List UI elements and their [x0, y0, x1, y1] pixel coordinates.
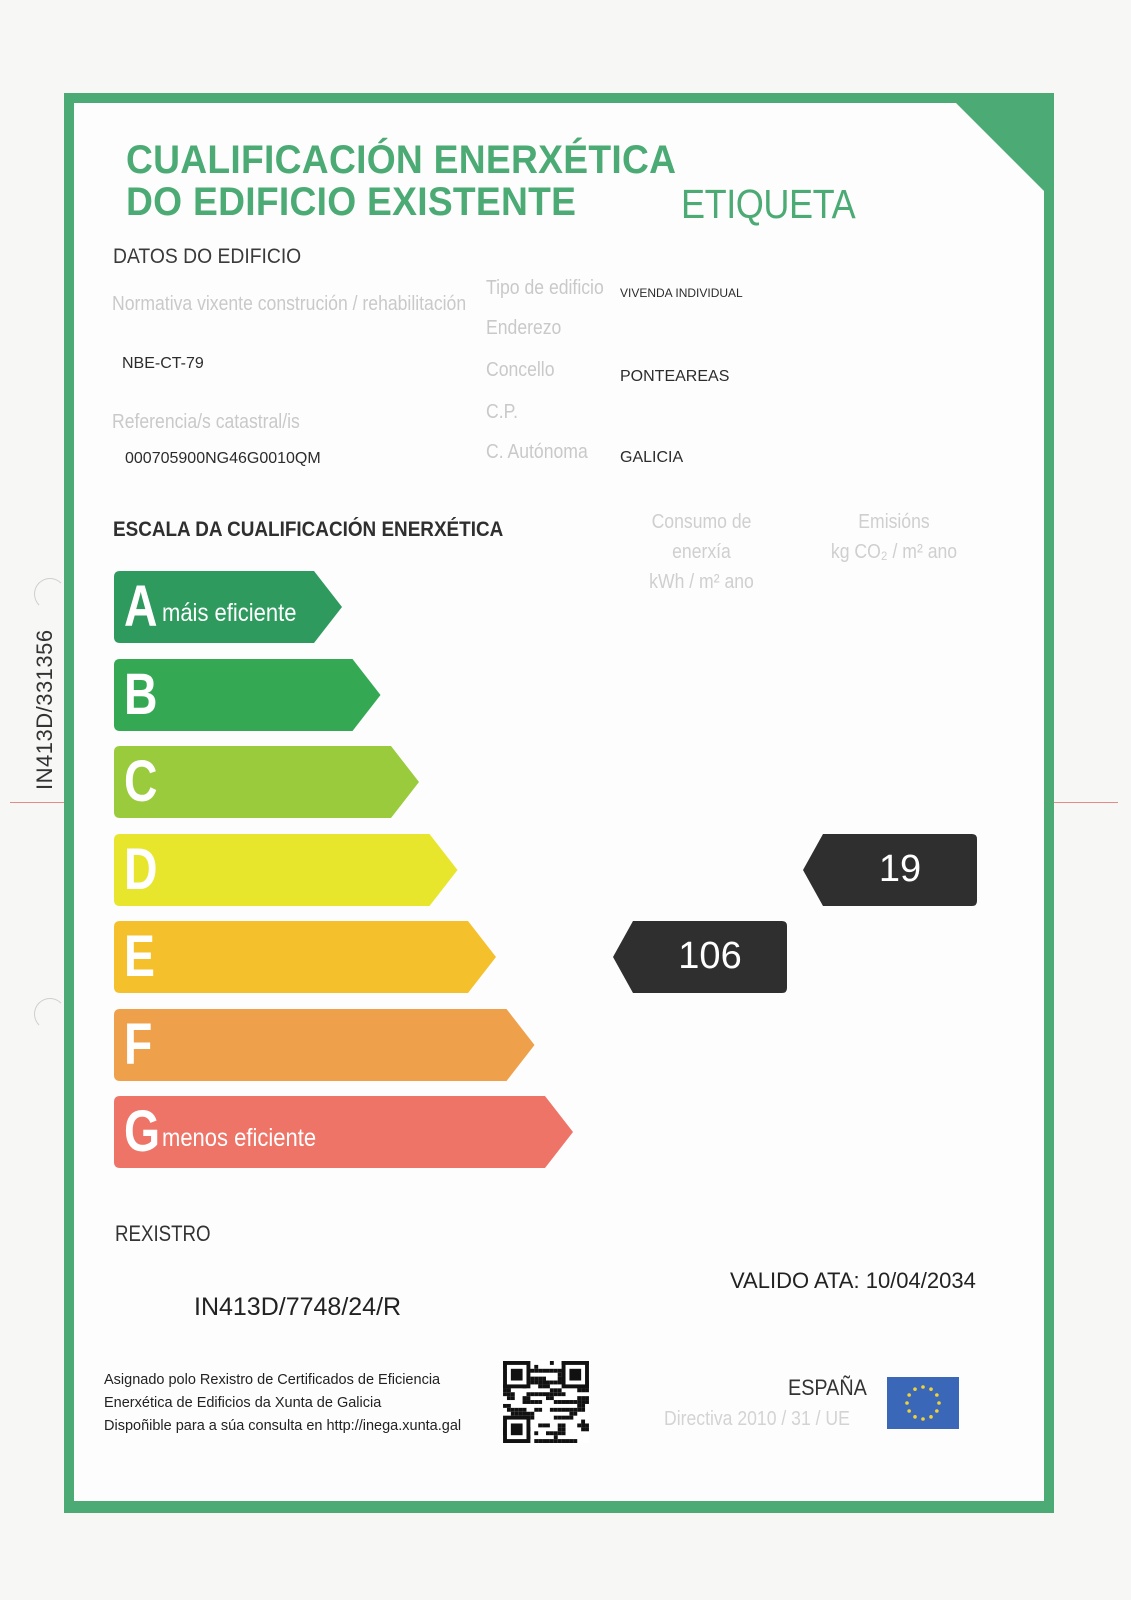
side-reference-code: IN413D/331356 — [32, 629, 57, 790]
corner-triangle — [956, 103, 1044, 191]
title-line-2: DO EDIFICIO EXISTENTE — [126, 180, 577, 224]
country-label: ESPAÑA — [788, 1375, 867, 1400]
band-a — [114, 571, 342, 643]
band-letter: E — [124, 924, 155, 989]
emisions-indicator — [803, 834, 977, 906]
label-title — [126, 139, 676, 223]
band-shape-e — [114, 921, 496, 993]
valid-until: VALIDO ATA: 10/04/2034 — [730, 1268, 976, 1293]
band-e — [114, 921, 496, 993]
datos-heading: DATOS DO EDIFICIO — [113, 245, 302, 268]
band-letter: F — [124, 1011, 153, 1077]
consumo-indicator-value: 106 — [678, 935, 742, 977]
enderezo-label: Enderezo — [486, 317, 562, 339]
consumo-indicator — [613, 921, 787, 993]
punch-hole-mark — [34, 578, 66, 610]
rexistro-value: IN413D/7748/24/R — [194, 1293, 402, 1321]
band-d — [114, 834, 458, 906]
tipo-label: Tipo de edificio — [486, 277, 604, 299]
rexistro-heading: REXISTRO — [115, 1221, 211, 1246]
normativa-label: Normativa vixente construción / rehabilitación — [112, 293, 467, 315]
registry-note-line3: Dispoñible para a súa consulta en http://inega.xunta.gal — [104, 1418, 462, 1434]
band-shape-f — [114, 1009, 535, 1081]
band-letter: A — [124, 574, 158, 639]
concello-label: Concello — [486, 359, 555, 381]
emisions-header-line1: Emisións — [858, 511, 930, 533]
band-letter: D — [124, 836, 158, 902]
etiqueta-label: ETIQUETA — [681, 181, 856, 227]
band-c — [114, 746, 419, 818]
label-body — [74, 103, 1044, 1501]
referencia-value: 000705900NG46G0010QM — [125, 450, 321, 467]
emisions-indicator-value: 19 — [878, 847, 922, 890]
qr-code[interactable] — [502, 1361, 590, 1443]
band-f — [114, 1009, 535, 1081]
tipo-value: VIVENDA INDIVIDUAL — [620, 286, 743, 300]
registry-note-line1: Asignado polo Rexistro de Certificados de Eficiencia — [104, 1372, 441, 1388]
band-shape-c — [114, 746, 419, 818]
band-letter: G — [124, 1099, 161, 1164]
band-shape-d — [114, 834, 458, 906]
band-letter: C — [124, 749, 158, 814]
band-b — [114, 659, 381, 731]
autonoma-label: C. Autónoma — [486, 441, 588, 463]
cp-label: C.P. — [486, 401, 518, 423]
registry-note — [104, 1369, 461, 1438]
band-letter: B — [124, 661, 158, 727]
label-frame — [64, 93, 1054, 1513]
normativa-value: NBE-CT-79 — [122, 355, 204, 372]
punch-hole-mark — [34, 998, 66, 1030]
emisions-header — [824, 507, 965, 567]
band-description: máis eficiente — [162, 599, 297, 627]
escala-heading: ESCALA DA CUALIFICACIÓN ENERXÉTICA — [113, 518, 504, 541]
title-line-1: CUALIFICACIÓN ENERXÉTICA — [126, 138, 677, 182]
referencia-label: Referencia/s catastral/is — [112, 411, 300, 433]
consumo-header-line1: Consumo de enerxía — [651, 511, 752, 563]
concello-value: PONTEAREAS — [620, 368, 730, 385]
band-g — [114, 1096, 573, 1168]
band-description: menos eficiente — [162, 1124, 317, 1152]
emisions-header-line2: kg CO₂ / m² ano — [830, 541, 958, 563]
registry-note-line2: Enerxética de Edificios da Xunta de Galicia — [104, 1395, 382, 1411]
consumo-header — [625, 507, 779, 597]
consumo-header-line2: kWh / m² ano — [649, 571, 754, 593]
autonoma-value: GALICIA — [620, 449, 684, 466]
directive-label: Directiva 2010 / 31 / UE — [664, 1408, 850, 1430]
eu-flag-icon — [887, 1377, 959, 1429]
